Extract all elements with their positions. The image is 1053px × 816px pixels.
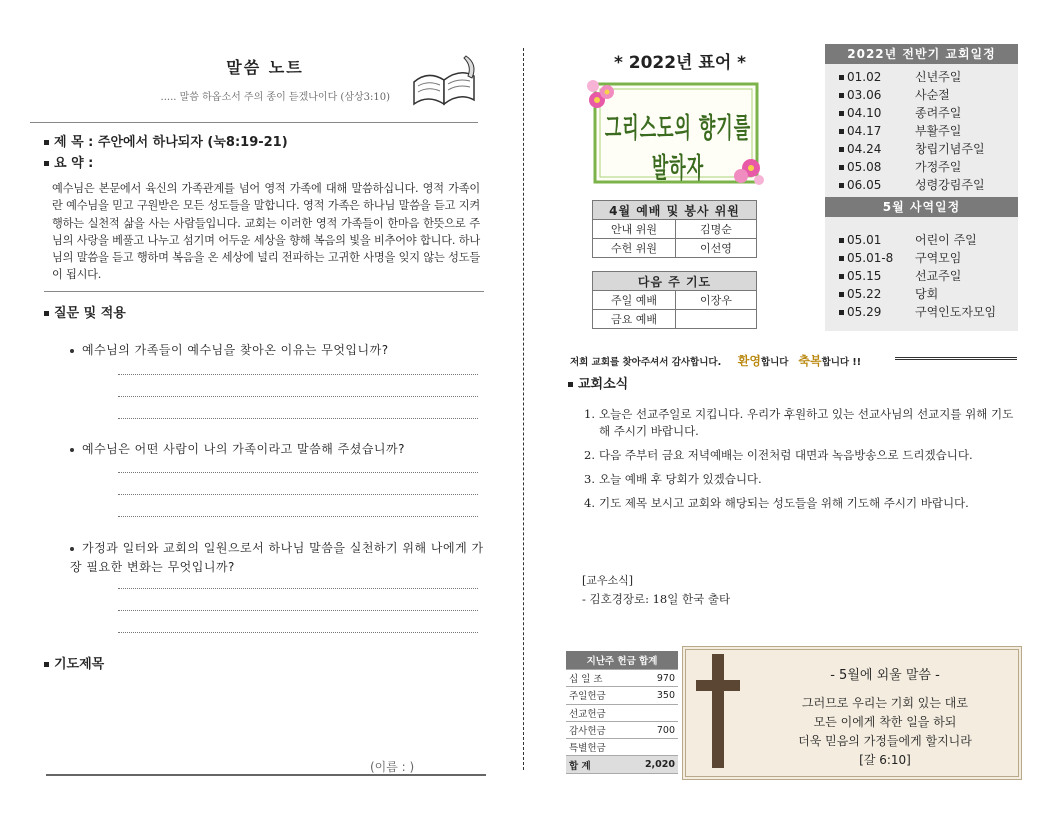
news-text: 다음 주부터 금요 저녁예배는 이전처럼 대면과 녹음방송으로 드리겠습니다. <box>599 448 973 462</box>
header-rule <box>30 122 478 123</box>
cross-icon <box>694 652 742 770</box>
welcome-banner: 저희 교회를 찾아주셔서 감사합니다. 환영합니다 축복합니다 !! <box>570 354 862 368</box>
question-1: 예수님의 가족들이 예수님을 찾아온 이유는 무엇입니까? <box>70 341 490 360</box>
name-cell: 이장우 <box>676 291 757 310</box>
welcome-rule <box>895 357 1017 360</box>
summary-rule <box>44 291 484 292</box>
schedule-event: 신년주일 <box>915 70 962 84</box>
schedule-date: 03.06 <box>825 88 909 102</box>
answer-line[interactable] <box>118 418 478 419</box>
role-cell: 주일 예배 <box>593 291 676 310</box>
page-divider <box>523 48 524 770</box>
schedule-date: 05.08 <box>825 160 909 174</box>
offering-label: 선교헌금 <box>566 704 627 721</box>
answer-line[interactable] <box>118 588 478 589</box>
half-year-schedule <box>825 44 1018 198</box>
offering-value <box>627 704 678 721</box>
members-news-label: [교우소식] <box>582 574 634 587</box>
schedule-date: 04.10 <box>825 106 909 120</box>
summary-heading: 요 약 : <box>44 152 93 171</box>
offering-label: 십 일 조 <box>566 670 627 687</box>
note-verse: ..... 말씀 하옵소서 주의 종이 듣겠나이다 (삼상3:10) <box>160 92 390 103</box>
schedule-date: 05.15 <box>825 269 909 283</box>
offering-total-label: 합 계 <box>566 756 627 773</box>
subject-heading: 제 목 : 주안에서 하나되자 (눅8:19-21) <box>44 131 288 150</box>
offering-table <box>566 651 678 777</box>
schedule-event: 구역모임 <box>915 251 962 265</box>
open-book-icon <box>408 52 486 112</box>
schedule-event: 당회 <box>915 287 939 301</box>
name-cell <box>676 310 757 329</box>
offering-row <box>566 687 678 704</box>
answer-line[interactable] <box>118 396 478 397</box>
answer-line[interactable] <box>118 632 478 633</box>
prayer-heading: 기도제목 <box>44 653 104 672</box>
schedule-event: 성령강림주일 <box>915 178 985 192</box>
offering-row <box>566 670 678 687</box>
schedule-item <box>825 68 1018 86</box>
schedule-date: 05.01 <box>825 233 909 247</box>
offering-value: 970 <box>627 670 678 687</box>
answer-line[interactable] <box>118 374 478 375</box>
schedule-date: 05.01-8 <box>825 251 909 265</box>
motto-text: 그리스도의 향기를 발하자 <box>604 113 752 185</box>
may-schedule <box>825 197 1018 331</box>
memory-verse-body <box>750 694 1020 770</box>
news-number: 2. <box>584 448 595 462</box>
schedule-event: 부활주일 <box>915 124 962 138</box>
offering-title: 지난주 헌금 합계 <box>566 651 678 670</box>
news-item <box>584 495 1014 512</box>
offering-label: 특별헌금 <box>566 739 627 756</box>
schedule-item <box>825 285 1018 303</box>
news-item <box>584 406 1014 440</box>
schedule-date: 06.05 <box>825 178 909 192</box>
memory-verse-title: - 5월에 외울 말씀 - <box>830 668 940 683</box>
news-text: 오늘 예배 후 당회가 있겠습니다. <box>599 472 762 486</box>
half-year-schedule-list <box>825 64 1018 198</box>
answer-line[interactable] <box>118 472 478 473</box>
schedule-item <box>825 267 1018 285</box>
news-heading: 교회소식 <box>568 373 628 392</box>
news-number: 3. <box>584 472 595 486</box>
members-news-item: - 김호경장로: 18일 한국 출타 <box>582 592 731 606</box>
may-schedule-list <box>825 217 1018 331</box>
schedule-item <box>825 249 1018 267</box>
schedule-event: 가정주일 <box>915 160 962 174</box>
schedule-item <box>825 86 1018 104</box>
offering-value: 700 <box>627 721 678 738</box>
schedule-date: 05.29 <box>825 305 909 319</box>
blessing-word: 축복 <box>798 354 822 368</box>
welcome-word: 환영 <box>737 354 761 368</box>
questions-heading: 질문 및 적용 <box>44 302 126 321</box>
schedule-date: 05.22 <box>825 287 909 301</box>
name-cell: 이선영 <box>676 239 757 258</box>
question-2: 예수님은 어떤 사람이 나의 가족이라고 말씀해 주셨습니까? <box>70 440 490 459</box>
offering-value: 350 <box>627 687 678 704</box>
sermon-summary: 예수님은 본문에서 육신의 가족관계를 넘어 영적 가족에 대해 말씀하십니다. 영적 가족이란 예수님을 믿고 구원받은 모든 성도들을 말합니다. 영적 가족은 하나님 말씀을 듣고 지켜 행하는 실천적 삶을 사는 사람들입니다. 교회는 이러한 영적 가족들이 한마음 한뜻으로 주님의 사랑을 베풀고 나누고 섬기며 어두운 세상을 향해 복음의 빛을 비추어야 합니다. 하나님의 말씀을 듣고 행하며 복음을 온 세상에 널리 전파하는 고귀한 사명을 잊지 않는 성도들이 됩시다. <box>52 182 480 282</box>
offering-row <box>566 739 678 756</box>
service-roles-table <box>592 200 757 258</box>
news-text: 오늘은 선교주일로 지킵니다. 우리가 후원하고 있는 선교사님의 선교지를 위해 기도해 주시기 바랍니다. <box>599 407 1014 438</box>
memory-verse-line: 더욱 믿음의 가정들에게 할지니라 <box>798 734 972 748</box>
answer-line[interactable] <box>118 610 478 611</box>
schedule-item <box>825 104 1018 122</box>
may-schedule-title: 5월 사역일정 <box>825 197 1018 217</box>
memory-verse-line: 그러므로 우리는 기회 있는 대로 <box>802 696 968 710</box>
offering-label: 주일헌금 <box>566 687 627 704</box>
news-text: 기도 제목 보시고 교회와 해당되는 성도들을 위해 기도해 주시기 바랍니다. <box>599 496 969 510</box>
motto-title: * 2022년 표어 * <box>613 53 747 73</box>
question-3: 가정과 일터와 교회의 일원으로서 하나님 말씀을 실천하기 위해 나에게 가장 필요한 변화는 무엇입니까? <box>70 541 484 574</box>
offering-total-value: 2,020 <box>627 756 678 773</box>
news-item <box>584 447 1014 464</box>
offering-value <box>627 739 678 756</box>
next-prayer-table <box>592 271 757 329</box>
schedule-event: 사순절 <box>915 88 950 102</box>
memory-verse-line: 모든 이에게 착한 일을 하되 <box>813 715 957 729</box>
offering-row <box>566 721 678 738</box>
service-roles-title: 4월 예배 및 봉사 위원 <box>593 201 757 220</box>
schedule-item <box>825 122 1018 140</box>
schedule-event: 창립기념주일 <box>915 142 985 156</box>
note-title: 말씀 노트 <box>226 58 304 77</box>
next-prayer-title: 다음 주 기도 <box>593 272 757 291</box>
schedule-event: 어린이 주일 <box>915 233 977 247</box>
role-cell: 안내 위원 <box>593 220 676 239</box>
schedule-item <box>825 231 1018 249</box>
schedule-item <box>825 303 1018 321</box>
offering-row <box>566 704 678 721</box>
news-list <box>584 406 1014 519</box>
role-cell: 수헌 위원 <box>593 239 676 258</box>
schedule-event: 선교주일 <box>915 269 962 283</box>
news-number: 4. <box>584 496 595 510</box>
schedule-event: 종려주일 <box>915 106 962 120</box>
offering-label: 감사헌금 <box>566 721 627 738</box>
memory-verse-ref: [갈 6:10] <box>859 753 911 767</box>
schedule-item <box>825 140 1018 158</box>
role-cell: 금요 예배 <box>593 310 676 329</box>
name-field[interactable]: (이름 : ) <box>370 760 415 774</box>
schedule-item <box>825 176 1018 194</box>
schedule-event: 구역인도자모임 <box>915 305 997 319</box>
news-item <box>584 471 1014 488</box>
answer-line[interactable] <box>118 516 478 517</box>
answer-line[interactable] <box>118 494 478 495</box>
half-year-schedule-title: 2022년 전반기 교회일정 <box>825 44 1018 64</box>
schedule-date: 04.24 <box>825 142 909 156</box>
schedule-date: 01.02 <box>825 70 909 84</box>
name-cell: 김명순 <box>676 220 757 239</box>
schedule-date: 04.17 <box>825 124 909 138</box>
bottom-rule <box>46 774 486 776</box>
news-number: 1. <box>584 407 595 421</box>
schedule-item <box>825 158 1018 176</box>
